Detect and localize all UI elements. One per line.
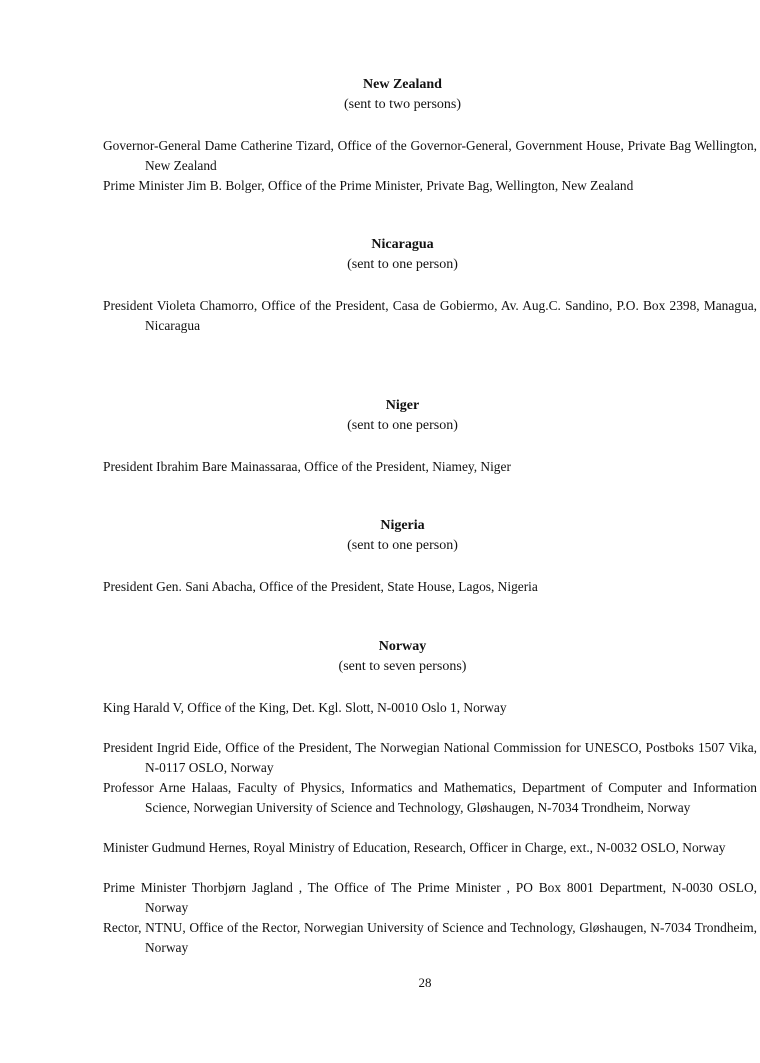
address-entry: Prime Minister Jim B. Bolger, Office of the Prime Minister, Private Bag, Wellington, New Zealand (103, 178, 634, 193)
address-entry: Minister Gudmund Hernes, Royal Ministry of Education, Research, Officer in Charge, ext., N-0032 OSLO, Norway (103, 840, 726, 855)
address-entry: President Gen. Sani Abacha, Office of the President, State House, Lagos, Nigeria (103, 579, 538, 594)
country-heading: Norway (378, 639, 427, 654)
recipient-count: (sent to seven persons) (338, 659, 467, 674)
section-niger (0, 396, 760, 436)
country-heading: Niger (385, 398, 420, 413)
address-entry: President Violeta Chamorro, Office of the President, Casa de Gobiermo, Av. Aug.C. Sandino, P.O. Box 2398, Managua, Nicaragua (103, 298, 757, 333)
section-nicaragua (0, 235, 760, 275)
recipient-count: (sent to one person) (347, 418, 458, 433)
page-number: 28 (418, 975, 432, 990)
address-entry: Governor-General Dame Catherine Tizard, Office of the Governor-General, Government House, Private Bag Wellington, New Zealand (103, 138, 757, 173)
address-entry: King Harald V, Office of the King, Det. Kgl. Slott, N-0010 Oslo 1, Norway (103, 700, 507, 715)
address-entry: Professor Arne Halaas, Faculty of Physics, Informatics and Mathematics, Department of Computer and Information Science, Norwegian University of Science and Technology, Gløshaugen, N-7034 Trondheim, Norway (103, 780, 757, 815)
country-heading: New Zealand (363, 77, 442, 92)
address-entry: President Ibrahim Bare Mainassaraa, Office of the President, Niamey, Niger (103, 459, 511, 474)
country-heading: Nigeria (380, 518, 425, 533)
recipient-count: (sent to one person) (347, 538, 458, 553)
address-entry: President Ingrid Eide, Office of the President, The Norwegian National Commission for UNESCO, Postboks 1507 Vika, N-0117 OSLO, Norway (103, 740, 757, 775)
recipient-count: (sent to one person) (347, 257, 458, 272)
address-entry: Rector, NTNU, Office of the Rector, Norwegian University of Science and Technology, Gløshaugen, N-7034 Trondheim, Norway (103, 920, 757, 955)
address-entry: Prime Minister Thorbjørn Jagland , The Office of The Prime Minister , PO Box 8001 Department, N-0030 OSLO, Norway (103, 880, 757, 915)
section-nigeria (0, 516, 760, 556)
country-heading: Nicaragua (371, 237, 434, 252)
section-norway (0, 637, 760, 677)
recipient-count: (sent to two persons) (343, 97, 462, 112)
section-new-zealand (0, 75, 760, 115)
